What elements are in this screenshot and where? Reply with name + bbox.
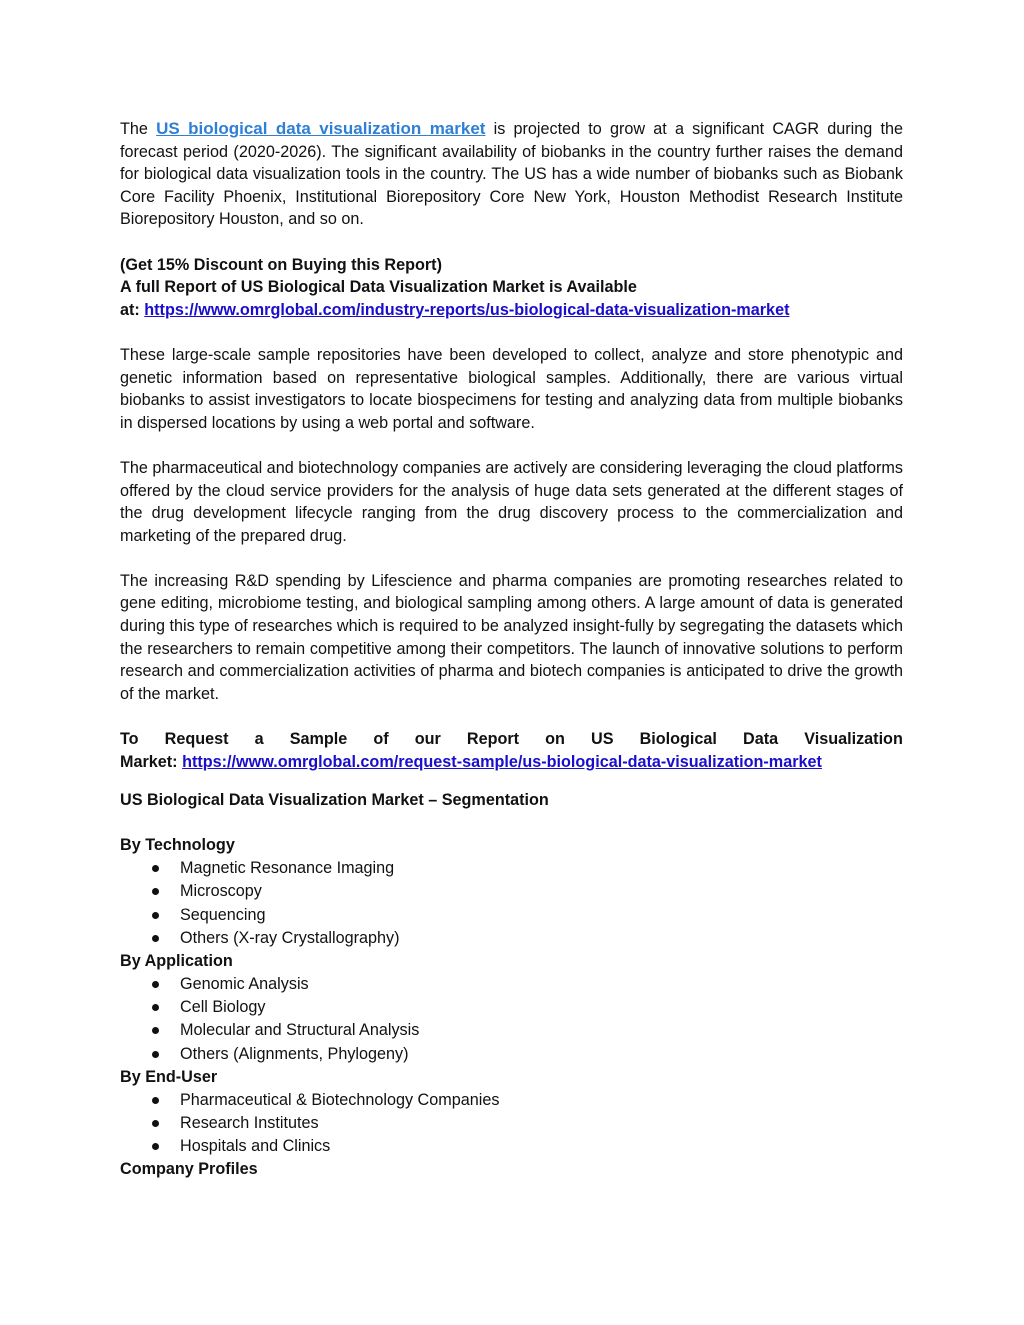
bullet-icon <box>152 981 159 988</box>
discount-line: (Get 15% Discount on Buying this Report) <box>120 255 442 274</box>
list-item-label: Hospitals and Clinics <box>180 1137 331 1156</box>
list-item-label: Others (X-ray Crystallography) <box>180 928 400 947</box>
list-item <box>120 1043 903 1066</box>
market-label: Market: <box>120 752 183 771</box>
sample-word: Biological <box>639 730 717 749</box>
sample-word: Sample <box>289 730 348 749</box>
bullet-icon <box>152 1120 159 1127</box>
company-profiles-title: Company Profiles <box>120 1160 258 1179</box>
sample-word: US <box>591 730 614 749</box>
bullet-icon <box>152 1097 159 1104</box>
application-list <box>120 973 903 1066</box>
list-item <box>120 1019 903 1042</box>
list-item <box>120 927 903 950</box>
list-item-label: Microscopy <box>180 882 262 901</box>
document-body <box>120 118 903 1181</box>
bullet-icon <box>152 888 159 895</box>
list-item-label: Molecular and Structural Analysis <box>180 1021 420 1040</box>
sample-word: our <box>414 730 441 749</box>
sample-word: a <box>254 730 264 749</box>
list-item <box>120 880 903 903</box>
at-label: at: <box>120 300 145 319</box>
bullet-icon <box>152 1027 159 1034</box>
sample-word: Visualization <box>804 730 903 749</box>
paragraph-rnd: The increasing R&D spending by Lifescience and pharma companies are promoting researches related to gene editing, microbiome testing, and biological sampling among others. A large amount of data is generated during this type of researches which is required to be analyzed insight-fully by segregating the datasets which the researchers to remain competitive among their competitors. The launch of innovative solutions to perform research and commercialization activities of pharma and biotech companies is anticipated to drive the growth of the market. <box>120 571 903 703</box>
sample-request-line <box>120 728 903 751</box>
paragraph-cloud: The pharmaceutical and biotechnology companies are actively are considering leveraging the cloud platforms offered by the cloud service providers for the analysis of huge data sets generated at the different stages of the drug development lifecycle ranging from the drug discovery process to the commercialization and marketing of the prepared drug. <box>120 458 903 545</box>
list-item-label: Genomic Analysis <box>180 974 309 993</box>
technology-list <box>120 857 903 950</box>
intro-text: is projected to grow at a significant CAGR during the forecast period (2020-2026). The significant availability of biobanks in the country further raises the demand for biological data visualization tools in the country. The US has a wide number of biobanks such as Biobank Core Facility Phoenix, Institutional Biorepository Core New York, Houston Methodist Research Institute Biorepository Houston, and so on. <box>120 120 903 229</box>
list-item <box>120 857 903 880</box>
report-link[interactable]: https://www.omrglobal.com/industry-reports/us-biological-data-visualization-market <box>144 300 790 319</box>
list-item <box>120 973 903 996</box>
bullet-icon <box>152 935 159 942</box>
bullet-icon <box>152 1143 159 1150</box>
list-item-label: Sequencing <box>180 905 266 924</box>
end-user-list <box>120 1089 903 1159</box>
intro-prefix: The <box>120 120 157 138</box>
bullet-icon <box>152 1004 159 1011</box>
list-item <box>120 996 903 1019</box>
list-item-label: Cell Biology <box>180 998 266 1017</box>
sample-link[interactable]: https://www.omrglobal.com/request-sample/us-biological-data-visualization-market <box>182 752 822 771</box>
list-item <box>120 904 903 927</box>
sample-word: of <box>373 730 389 749</box>
list-item <box>120 1089 903 1112</box>
sample-link-line <box>120 751 903 774</box>
segmentation-title: US Biological Data Visualization Market – Segmentation <box>120 791 549 810</box>
sample-word: Report <box>466 730 520 749</box>
bullet-icon <box>152 1051 159 1058</box>
sample-word: on <box>545 730 565 749</box>
end-user-title: By End-User <box>120 1067 218 1086</box>
list-item-label: Research Institutes <box>180 1113 319 1132</box>
sample-word: Request <box>164 730 229 749</box>
bullet-icon <box>152 865 159 872</box>
report-link-line <box>120 299 903 322</box>
full-report-line: A full Report of US Biological Data Visualization Market is Available <box>120 278 637 297</box>
list-item-label: Pharmaceutical & Biotechnology Companies <box>180 1090 500 1109</box>
market-link[interactable]: US biological data visualization market <box>156 119 486 138</box>
sample-word: To <box>120 730 139 749</box>
list-item-label: Others (Alignments, Phylogeny) <box>180 1044 409 1063</box>
list-item <box>120 1112 903 1135</box>
paragraph-biobanks: These large-scale sample repositories have been developed to collect, analyze and store phenotypic and genetic information based on representative biological samples. Additionally, there are various virtual biobanks to assist investigators to locate biospecimens for testing and analyzing data from multiple biobanks in dispersed locations by using a web portal and software. <box>120 345 903 432</box>
technology-title: By Technology <box>120 836 235 855</box>
list-item <box>120 1135 903 1158</box>
bullet-icon <box>152 912 159 919</box>
application-title: By Application <box>120 952 233 971</box>
sample-word: Data <box>743 730 779 749</box>
list-item-label: Magnetic Resonance Imaging <box>180 859 395 877</box>
intro-paragraph <box>120 118 903 231</box>
